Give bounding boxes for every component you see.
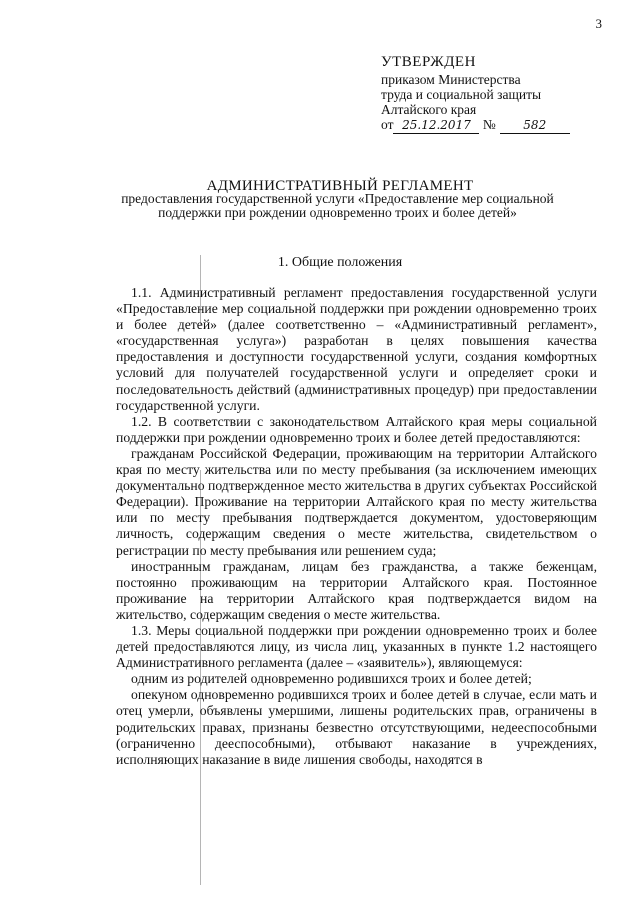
paragraph-1-3: 1.3. Меры социальной поддержки при рождении одновременно троих и более детей предоставляются лицу, из числа лиц, указанных в пункте 1.2 настоящего Административного регламента (далее – «заявитель»), являющемуся: bbox=[116, 622, 597, 671]
paragraph-1-2: 1.2. В соответствии с законодательством Алтайского края меры социальной поддержки при рождении одновременно троих и более детей предоставляются: bbox=[116, 413, 597, 445]
paragraph-guardians: опекуном одновременно родившихся троих и более детей в случае, если мать и отец умерли, объявлены умершими, лишены родительских прав, ограничены в родительских правах, признаны безвестно отсутствующими, недееспособными (ограниченно дееспособными), отбывают наказание в учреждениях, исполняющих наказание в виде лишения свободы, находятся в bbox=[116, 687, 597, 767]
approval-line-1: приказом Министерства bbox=[381, 72, 521, 87]
regulation-title: АДМИНИСТРАТИВНЫЙ РЕГЛАМЕНТ bbox=[206, 178, 474, 194]
paragraph-parents: одним из родителей одновременно родившихся троих и более детей; bbox=[131, 671, 532, 687]
date-prefix: от bbox=[381, 117, 394, 132]
handwritten-date: 25.12.2017 bbox=[393, 118, 479, 134]
approval-title: УТВЕРЖДЕН bbox=[381, 54, 476, 70]
section-title: 1. Общие положения bbox=[277, 255, 403, 270]
paragraph-foreigners: иностранным гражданам, лицам без гражданства, а также беженцам, постоянно проживающим на территории Алтайского края. Постоянное проживание на территории Алтайского края подтверждается видом на жительство, содержащим сведения о месте жительства. bbox=[116, 558, 597, 622]
approval-line-3: Алтайского края bbox=[381, 102, 477, 117]
page-number: 3 bbox=[595, 16, 602, 31]
regulation-subtitle: предоставления государственной услуги «Предоставление мер социальной поддержки при рождении одновременно троих и более детей» bbox=[121, 191, 554, 220]
approval-line-2: труда и социальной защиты bbox=[381, 87, 542, 102]
number-prefix: № bbox=[482, 117, 496, 132]
handwritten-number: 582 bbox=[500, 118, 570, 134]
approval-block bbox=[381, 55, 570, 134]
approval-date-line bbox=[381, 117, 570, 134]
body-text bbox=[116, 285, 597, 768]
paragraph-1-1: 1.1. Административный регламент предоставления государственной услуги «Предоставление мер социальной поддержки при рождении одновременно троих и более детей» (далее соответственно – «Административный регламент», «государственная услуга») разработан в целях повышения качества предоставления и доступности государственной услуги, создания комфортных условий для получателей государственной услуги и определяет сроки и последовательность действий (административных процедур) при предоставлении государственной услуги. bbox=[116, 285, 597, 413]
paragraph-citizens: гражданам Российской Федерации, проживающим на территории Алтайского края по месту жительства или по месту пребывания (за исключением имеющих документально подтвержденное место жительства в других субъектах Российской Федерации). Проживание на территории Алтайского края по месту жительства или по месту пребывания подтверждается документом, удостоверяющим личность, содержащим сведения о месте жительства, свидетельством о регистрации по месту пребывания или решением суда; bbox=[116, 445, 597, 558]
